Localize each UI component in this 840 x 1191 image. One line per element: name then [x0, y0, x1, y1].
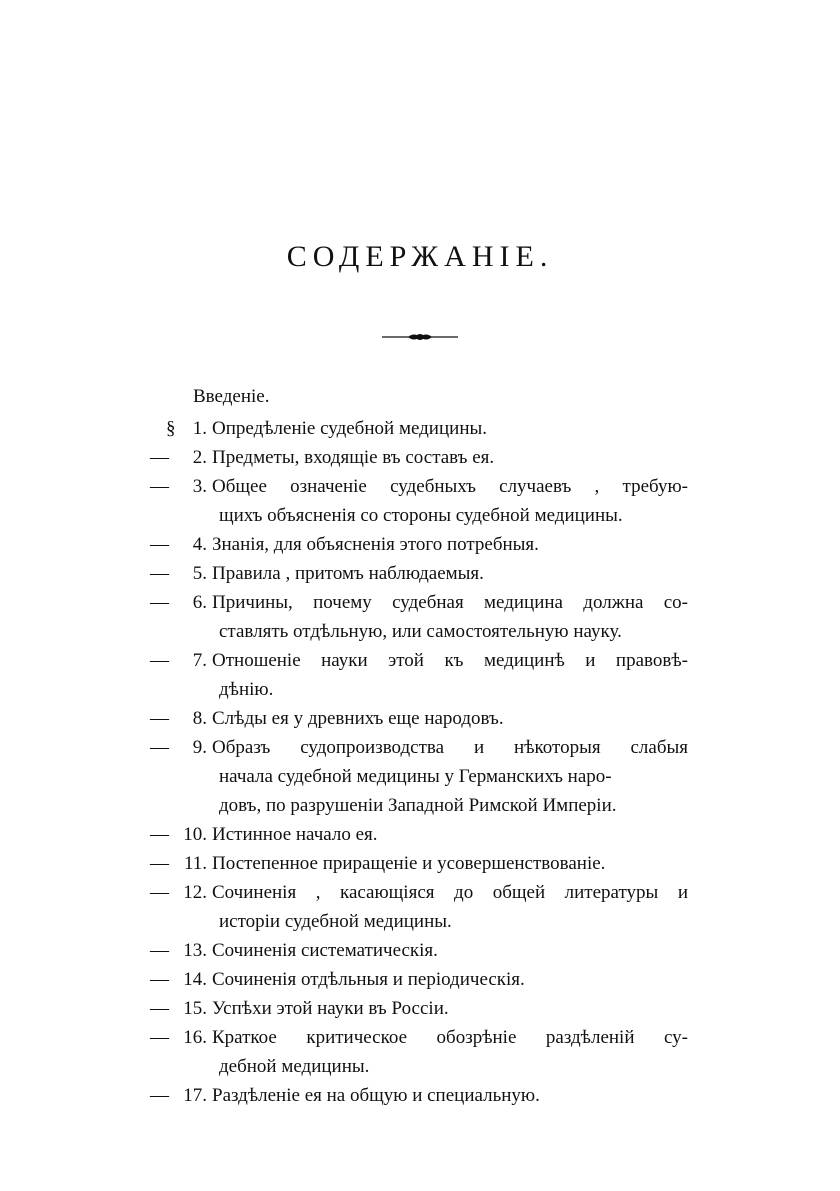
entry-number: 11. [183, 853, 207, 874]
entry-line: исторіи судебной медицины. [219, 911, 452, 932]
entry-title [212, 878, 688, 936]
dash-mark: — [150, 534, 169, 555]
entry-line: Сочиненія систематическія. [212, 940, 438, 961]
entry-number: 14. [183, 969, 207, 990]
dash-mark: — [150, 592, 169, 613]
entry-title [212, 588, 688, 646]
entry-number: 6. [192, 592, 207, 613]
entry-title [212, 1081, 688, 1110]
toc-entry [0, 994, 840, 1023]
toc-entry [0, 559, 840, 588]
dash-mark: — [150, 563, 169, 584]
dash-mark: — [150, 853, 169, 874]
entry-line: дебной медицины. [219, 1056, 370, 1077]
entry-line: Знанія, для объясненія этого потребныя. [212, 534, 539, 555]
entry-number: 12. [183, 882, 207, 903]
entry-number: 8. [192, 708, 207, 729]
entry-line: Раздѣленіе ея на общую и специальную. [212, 1085, 540, 1106]
toc-entry [0, 820, 840, 849]
entry-line: Общее означеніе судебныхъ случаевъ , требую- [212, 476, 688, 497]
toc-entry [0, 646, 840, 704]
entry-line: Краткое критическое обозрѣніе раздѣленій су- [212, 1027, 688, 1048]
entry-title [212, 965, 688, 994]
entry-line: Постепенное приращеніе и усовершенствованіе. [212, 853, 606, 874]
entry-line: Причины, почему судебная медицина должна со- [212, 592, 688, 613]
entry-number: 10. [183, 824, 207, 845]
entry-line: Слѣды ея у древнихъ еще народовъ. [212, 708, 504, 729]
entry-title [212, 472, 688, 530]
entry-title [212, 994, 688, 1023]
section-mark: § [166, 418, 176, 439]
entry-number: 13. [183, 940, 207, 961]
table-of-contents [0, 414, 840, 1110]
entry-title [212, 1023, 688, 1081]
toc-entry [0, 704, 840, 733]
entry-title [212, 443, 688, 472]
entry-number: 1. [192, 418, 207, 439]
entry-line: Опредѣленіе судебной медицины. [212, 418, 487, 439]
entry-number: 17. [183, 1085, 207, 1106]
entry-line: щихъ объясненія со стороны судебной медицины. [219, 505, 623, 526]
entry-number: 3. [192, 476, 207, 497]
entry-number: 16. [183, 1027, 207, 1048]
toc-entry [0, 965, 840, 994]
entry-line: Истинное начало ея. [212, 824, 378, 845]
entry-number: 2. [192, 447, 207, 468]
toc-entry [0, 936, 840, 965]
entry-line: дѣнію. [219, 679, 274, 700]
dash-mark: — [150, 447, 169, 468]
entry-title [212, 849, 688, 878]
toc-intro: Введеніе. [193, 386, 270, 407]
dash-mark: — [150, 476, 169, 497]
dash-mark: — [150, 708, 169, 729]
entry-title [212, 733, 688, 820]
page-title: СОДЕРЖАНІЕ. [286, 240, 554, 273]
toc-entry [0, 1081, 840, 1110]
entry-title [212, 646, 688, 704]
toc-entry [0, 878, 840, 936]
entry-line: Образъ судопроизводства и нѣкоторыя слабыя [212, 737, 688, 758]
entry-title [212, 936, 688, 965]
toc-entry [0, 472, 840, 530]
entry-title [212, 704, 688, 733]
dash-mark: — [150, 1027, 169, 1048]
entry-line: Сочиненія отдѣльныя и періодическія. [212, 969, 525, 990]
entry-line: Отношеніе науки этой къ медицинѣ и правовѣ- [212, 650, 688, 671]
toc-entry [0, 1023, 840, 1081]
toc-entry [0, 530, 840, 559]
toc-entry [0, 414, 840, 443]
entry-line: ставлять отдѣльную, или самостоятельную науку. [219, 621, 622, 642]
dash-mark: — [150, 824, 169, 845]
entry-line: довъ, по разрушеніи Западной Римской Имперіи. [219, 795, 617, 816]
dash-mark: — [150, 998, 169, 1019]
entry-title [212, 414, 688, 443]
toc-entry [0, 733, 840, 820]
entry-number: 5. [192, 563, 207, 584]
entry-title [212, 820, 688, 849]
dash-mark: — [150, 940, 169, 961]
toc-entry [0, 443, 840, 472]
entry-title [212, 530, 688, 559]
dash-mark: — [150, 882, 169, 903]
ornament-divider [380, 330, 460, 344]
entry-number: 4. [192, 534, 207, 555]
entry-line: Успѣхи этой науки въ Россіи. [212, 998, 449, 1019]
dash-mark: — [150, 650, 169, 671]
toc-entry [0, 588, 840, 646]
entry-number: 7. [192, 650, 207, 671]
toc-entry [0, 849, 840, 878]
entry-title [212, 559, 688, 588]
entry-number: 9. [192, 737, 207, 758]
entry-line: Правила , притомъ наблюдаемыя. [212, 563, 484, 584]
entry-line: начала судебной медицины у Германскихъ наро- [219, 766, 612, 787]
dash-mark: — [150, 737, 169, 758]
dash-mark: — [150, 1085, 169, 1106]
entry-line: Предметы, входящіе въ составъ ея. [212, 447, 495, 468]
entry-line: Сочиненія , касающіяся до общей литературы и [212, 882, 688, 903]
entry-number: 15. [183, 998, 207, 1019]
dash-mark: — [150, 969, 169, 990]
